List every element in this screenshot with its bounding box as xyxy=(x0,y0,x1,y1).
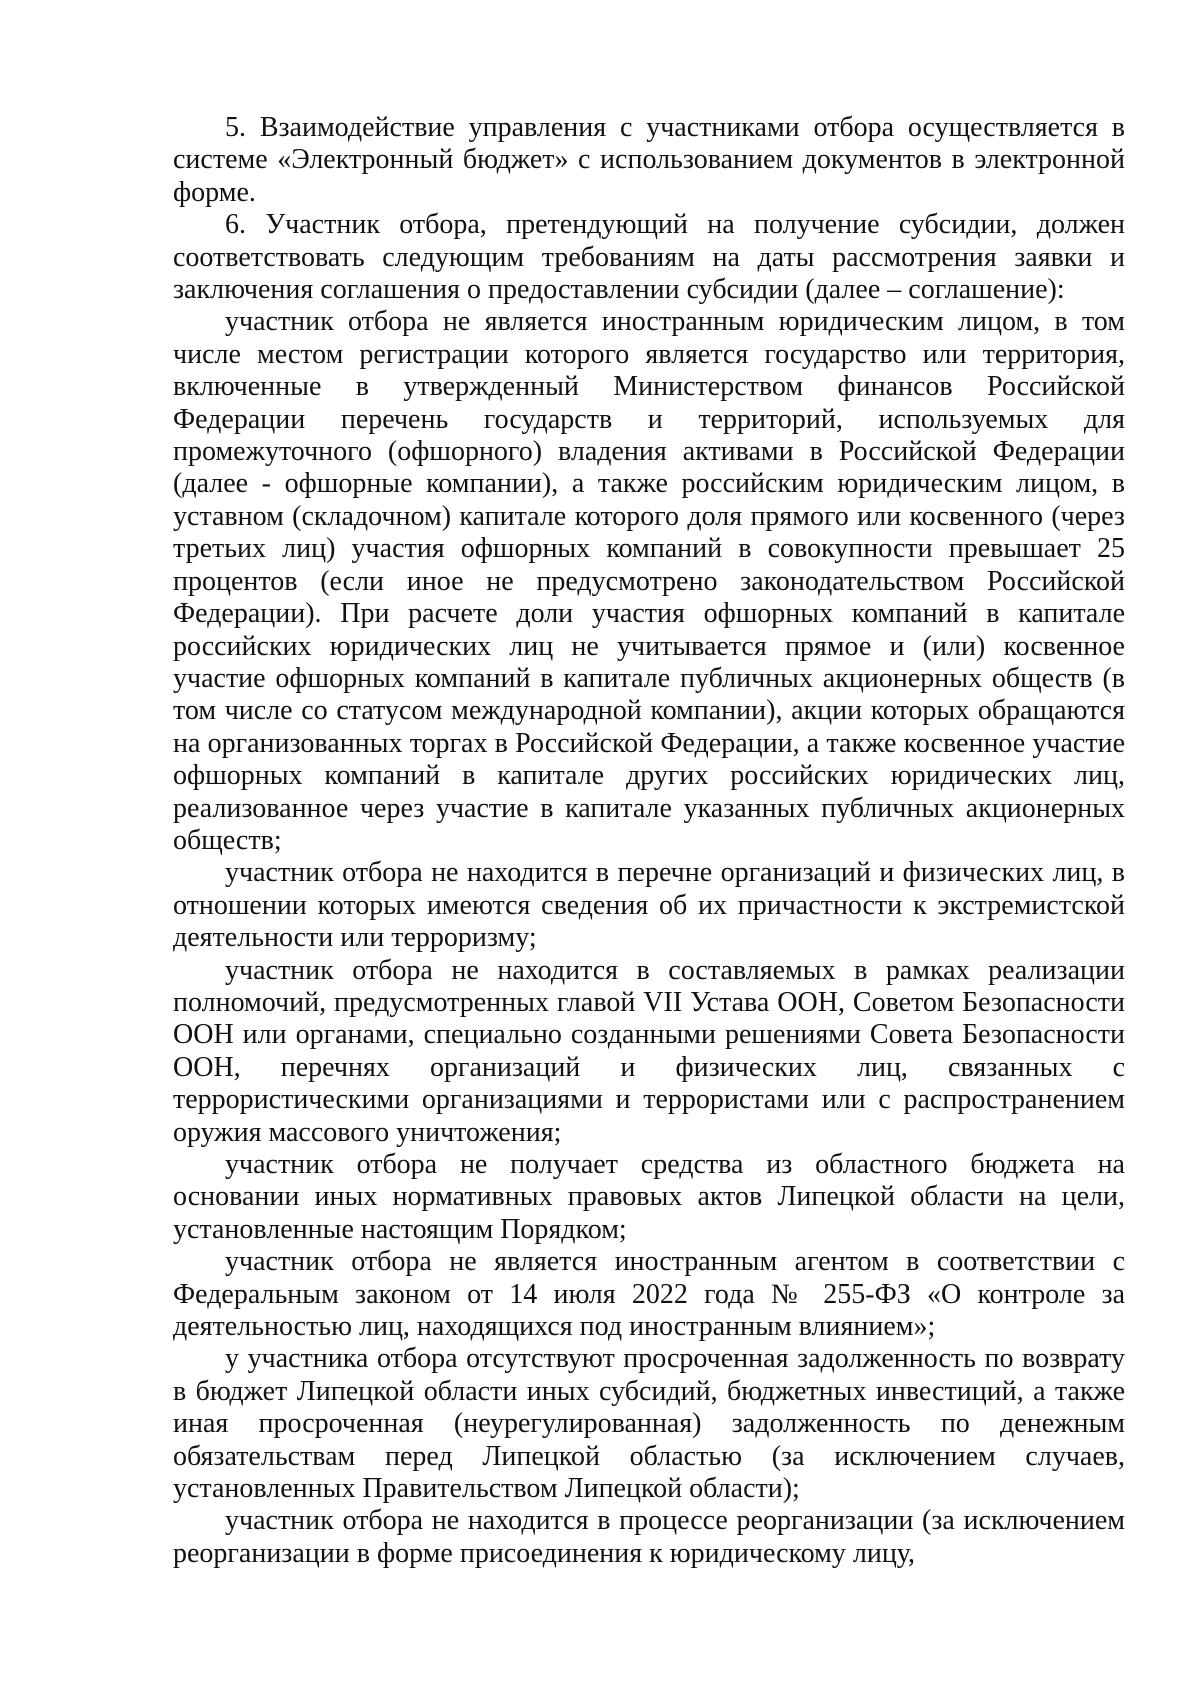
requirement-no-overdue-debt: у участника отбора отсутствуют просроченная задолженность по возврату в бюджет Липецкой области иных субсидий, бюджетных инвестиций, а также иная просроченная (неурегулированная) задолженность по денежным обязательствам перед Липецкой областью (за исключением случаев, установленных Правительством Липецкой области); xyxy=(173,1343,1125,1505)
paragraph-5-interaction: 5. Взаимодействие управления с участниками отбора осуществляется в системе «Электронный бюджет» с использованием документов в электронной форме. xyxy=(173,112,1125,208)
requirement-not-un-sanctions-list: участник отбора не находится в составляемых в рамках реализации полномочий, предусмотренных главой VII Устава ООН, Советом Безопасности ООН или органами, специально созданными решениями Совета Безопасности ООН, перечнях организаций и физических лиц, связанных с террористическими организациями и террористами или с распространением оружия массового уничтожения; xyxy=(173,954,1125,1148)
requirement-not-extremist-list: участник отбора не находится в перечне организаций и физических лиц, в отношении которых имеются сведения об их причастности к экстремистской деятельности или терроризму; xyxy=(173,857,1125,954)
paragraph-6-requirements: 6. Участник отбора, претендующий на получение субсидии, должен соответствовать следующим требованиям на даты рассмотрения заявки и заключения соглашения о предоставлении субсидии (далее – соглашение): xyxy=(173,209,1125,306)
requirement-not-foreign-agent: участник отбора не является иностранным агентом в соответствии с Федеральным законом от 14 июля 2022 года № 255-ФЗ «О контроле за деятельностью лиц, находящихся под иностранным влиянием»; xyxy=(173,1246,1125,1343)
document-body xyxy=(173,112,1125,1570)
requirement-not-reorganizing: участник отбора не находится в процессе реорганизации (за исключением реорганизации в форме присоединения к юридическому лицу, xyxy=(173,1505,1125,1569)
requirement-not-foreign-entity: участник отбора не является иностранным юридическим лицом, в том числе местом регистрации которого является государство или территория, включенные в утвержденный Министерством финансов Российской Федерации перечень государств и территорий, используемых для промежуточного (офшорного) владения активами в Российской Федерации (далее - офшорные компании), а также российским юридическим лицом, в уставном (складочном) капитале которого доля прямого или косвенного (через третьих лиц) участия офшорных компаний в совокупности превышает 25 процентов (если иное не предусмотрено законодательством Российской Федерации). При расчете доли участия офшорных компаний в капитале российских юридических лиц не учитывается прямое и (или) косвенное участие офшорных компаний в капитале публичных акционерных обществ (в том числе со статусом международной компании), акции которых обращаются на организованных торгах в Российской Федерации, а также косвенное участие офшорных компаний в капитале других российских юридических лиц, реализованное через участие в капитале указанных публичных акционерных обществ; xyxy=(173,306,1125,856)
requirement-no-other-budget-funds: участник отбора не получает средства из областного бюджета на основании иных нормативных правовых актов Липецкой области на цели, установленные настоящим Порядком; xyxy=(173,1149,1125,1245)
